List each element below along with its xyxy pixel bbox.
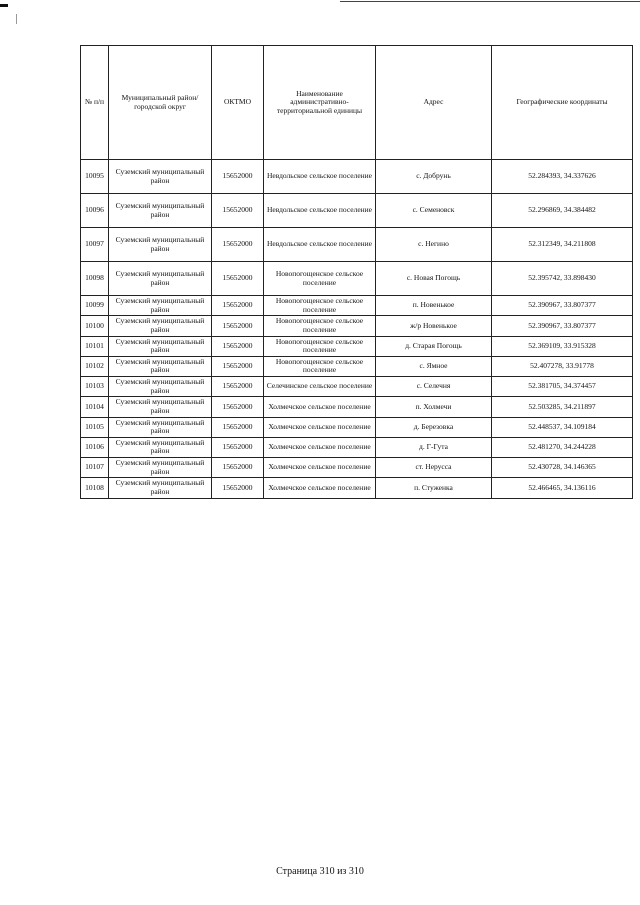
header-row [81, 46, 633, 160]
table-row [81, 228, 633, 262]
cell-number: 10104 [81, 397, 109, 417]
cell-unit-name: Холмечское сельское поселение [264, 417, 376, 437]
cell-number: 10102 [81, 356, 109, 376]
cell-oktmo: 15652000 [212, 417, 264, 437]
cell-oktmo: 15652000 [212, 437, 264, 457]
cell-number: 10097 [81, 228, 109, 262]
table-header [81, 46, 633, 160]
cell-oktmo: 15652000 [212, 377, 264, 397]
cell-number: 10099 [81, 296, 109, 316]
cell-municipality: Суземский муниципальный район [109, 397, 212, 417]
cell-unit-name: Невдольское сельское поселение [264, 228, 376, 262]
cell-address: ж/р Новенькое [376, 316, 492, 336]
cell-address: с. Ямное [376, 356, 492, 376]
cell-address: п. Холмечи [376, 397, 492, 417]
cell-number: 10105 [81, 417, 109, 437]
cell-address: п. Стуженка [376, 478, 492, 498]
cell-unit-name: Новопогощенское сельское поселение [264, 336, 376, 356]
page-number: Страница 310 из 310 [276, 866, 364, 877]
cell-number: 10098 [81, 262, 109, 296]
table-row [81, 478, 633, 498]
cell-coordinates: 52.430728, 34.146365 [492, 458, 633, 478]
cell-unit-name: Холмечское сельское поселение [264, 437, 376, 457]
cell-municipality: Суземский муниципальный район [109, 417, 212, 437]
cell-municipality: Суземский муниципальный район [109, 478, 212, 498]
table-row [81, 336, 633, 356]
cell-oktmo: 15652000 [212, 458, 264, 478]
cell-address: п. Новенькое [376, 296, 492, 316]
cell-municipality: Суземский муниципальный район [109, 377, 212, 397]
cell-number: 10096 [81, 194, 109, 228]
cell-municipality: Суземский муниципальный район [109, 336, 212, 356]
header-municipality: Муниципальный район/городской округ [109, 46, 212, 160]
cell-coordinates: 52.390967, 33.807377 [492, 316, 633, 336]
cell-municipality: Суземский муниципальный район [109, 160, 212, 194]
cell-municipality: Суземский муниципальный район [109, 228, 212, 262]
cell-oktmo: 15652000 [212, 336, 264, 356]
cell-coordinates: 52.503285, 34.211897 [492, 397, 633, 417]
table-row [81, 316, 633, 336]
cell-address: с. Добрунь [376, 160, 492, 194]
cell-coordinates: 52.296869, 34.384482 [492, 194, 633, 228]
cell-coordinates: 52.395742, 33.898430 [492, 262, 633, 296]
cell-oktmo: 15652000 [212, 356, 264, 376]
cell-oktmo: 15652000 [212, 478, 264, 498]
cell-coordinates: 52.448537, 34.109184 [492, 417, 633, 437]
cell-coordinates: 52.390967, 33.807377 [492, 296, 633, 316]
table-row [81, 417, 633, 437]
cell-number: 10108 [81, 478, 109, 498]
registry-table [80, 45, 633, 499]
cell-oktmo: 15652000 [212, 228, 264, 262]
cell-unit-name: Невдольское сельское поселение [264, 160, 376, 194]
cell-unit-name: Холмечское сельское поселение [264, 458, 376, 478]
cell-municipality: Суземский муниципальный район [109, 458, 212, 478]
table-row [81, 160, 633, 194]
cell-number: 10095 [81, 160, 109, 194]
cell-municipality: Суземский муниципальный район [109, 262, 212, 296]
cell-coordinates: 52.481270, 34.244228 [492, 437, 633, 457]
table-row [81, 458, 633, 478]
table-row [81, 356, 633, 376]
cell-address: ст. Нерусса [376, 458, 492, 478]
cell-unit-name: Холмечское сельское поселение [264, 397, 376, 417]
table-row [81, 296, 633, 316]
cell-address: д. Г-Гута [376, 437, 492, 457]
cell-unit-name: Новопогощенское сельское поселение [264, 262, 376, 296]
header-coordinates: Географические координаты [492, 46, 633, 160]
cell-address: с. Селечня [376, 377, 492, 397]
cell-unit-name: Холмечское сельское поселение [264, 478, 376, 498]
cell-oktmo: 15652000 [212, 160, 264, 194]
cell-municipality: Суземский муниципальный район [109, 316, 212, 336]
cell-coordinates: 52.466465, 34.136116 [492, 478, 633, 498]
cell-oktmo: 15652000 [212, 397, 264, 417]
cell-unit-name: Селечинское сельское поселение [264, 377, 376, 397]
cell-address: с. Новая Погощь [376, 262, 492, 296]
cell-number: 10106 [81, 437, 109, 457]
cell-unit-name: Новопогощенское сельское поселение [264, 316, 376, 336]
cell-number: 10103 [81, 377, 109, 397]
table-row [81, 194, 633, 228]
cell-oktmo: 15652000 [212, 316, 264, 336]
cell-municipality: Суземский муниципальный район [109, 296, 212, 316]
cell-municipality: Суземский муниципальный район [109, 194, 212, 228]
cell-coordinates: 52.312349, 34.211808 [492, 228, 633, 262]
header-unit-name: Наименование административно-территориальной единицы [264, 46, 376, 160]
cell-oktmo: 15652000 [212, 194, 264, 228]
cell-coordinates: 52.284393, 34.337626 [492, 160, 633, 194]
header-address: Адрес [376, 46, 492, 160]
cell-municipality: Суземский муниципальный район [109, 356, 212, 376]
cell-number: 10100 [81, 316, 109, 336]
cell-oktmo: 15652000 [212, 262, 264, 296]
scan-artifact-line [340, 1, 640, 2]
table-body [81, 160, 633, 499]
cell-oktmo: 15652000 [212, 296, 264, 316]
cell-unit-name: Новопогощенское сельское поселение [264, 296, 376, 316]
header-number: № п/п [81, 46, 109, 160]
table-row [81, 262, 633, 296]
cell-address: д. Старая Погощь [376, 336, 492, 356]
scan-artifact-dot [16, 14, 17, 24]
table-row [81, 397, 633, 417]
cell-coordinates: 52.407278, 33.91778 [492, 356, 633, 376]
cell-unit-name: Новопогощенское сельское поселение [264, 356, 376, 376]
cell-coordinates: 52.381705, 34.374457 [492, 377, 633, 397]
cell-number: 10101 [81, 336, 109, 356]
cell-number: 10107 [81, 458, 109, 478]
cell-unit-name: Невдольское сельское поселение [264, 194, 376, 228]
scan-artifact-mark [0, 4, 8, 7]
cell-address: с. Негино [376, 228, 492, 262]
cell-address: с. Семеновск [376, 194, 492, 228]
table-row [81, 377, 633, 397]
header-oktmo: ОКТМО [212, 46, 264, 160]
cell-address: д. Березовка [376, 417, 492, 437]
cell-coordinates: 52.369109, 33.915328 [492, 336, 633, 356]
table-row [81, 437, 633, 457]
cell-municipality: Суземский муниципальный район [109, 437, 212, 457]
